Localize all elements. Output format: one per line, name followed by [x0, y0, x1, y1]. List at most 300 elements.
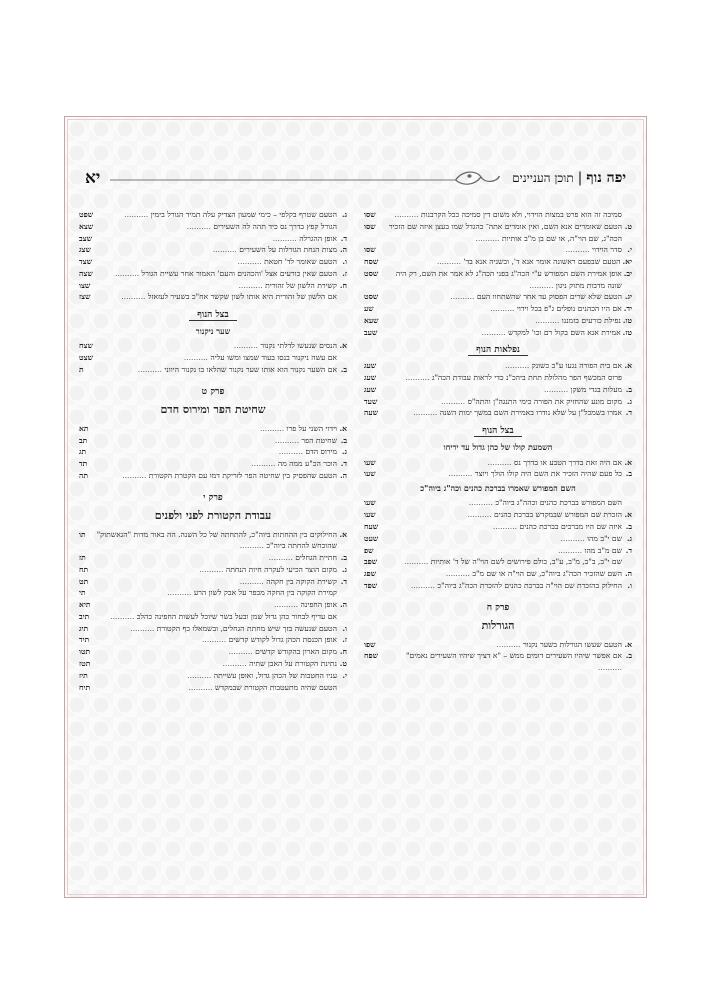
dot-leader: .......... — [114, 268, 142, 278]
entry-page: שצג — [79, 245, 91, 255]
entry-page: ת — [79, 364, 84, 374]
entry-page: שסט — [364, 292, 379, 302]
chapter-num-heading — [79, 492, 347, 506]
entry-label: ג. — [626, 396, 632, 406]
entry-title: אמירת אנא השם בקול רם וכו' למקדש — [508, 327, 621, 337]
dot-leader: .......... — [468, 498, 496, 508]
entry-label: טז. — [622, 327, 632, 337]
entry-label: ד. — [340, 233, 347, 243]
entry-label: יא. — [622, 257, 632, 267]
entry-label: ד. — [625, 408, 632, 418]
entry-text — [380, 457, 622, 469]
entry-title: סמיכה זה הוא פרט במצות הוידוי, ולא משום דין סמיכה ככל הקרבנות — [420, 210, 622, 219]
entry-title: הטעם שעשו הגורלות בשער נקנור — [522, 639, 622, 649]
toc-entry — [79, 268, 347, 280]
toc-entry — [79, 658, 347, 670]
dot-leader: .......... — [199, 564, 226, 574]
dot-leader: .......... — [597, 663, 622, 673]
toc-entry — [79, 623, 347, 635]
dot-leader: .......... — [202, 635, 229, 645]
entry-page: תיח — [79, 682, 91, 692]
entry-label: ב. — [340, 435, 347, 445]
entry-label: ב. — [625, 651, 632, 661]
entry-page: תיא — [79, 600, 91, 610]
entry-page: שעו — [364, 510, 376, 520]
chapter-num-heading — [364, 602, 632, 616]
entry-text — [97, 352, 337, 364]
entry-page: שפח — [364, 651, 379, 661]
toc-entry — [364, 545, 632, 557]
entry-title: הטעם שהפסיק בין שחיטה הפר לזריקת דמו עם הקטרת הקטורת — [148, 470, 337, 480]
entry-label: א. — [339, 529, 347, 539]
toc-entry — [79, 564, 347, 576]
entry-page: שסו — [364, 245, 376, 255]
entry-title: הוכר הכ"ע ממה מה — [277, 459, 337, 469]
entry-label: ג. — [341, 564, 347, 574]
dot-leader: .......... — [188, 682, 216, 692]
dot-leader: .......... — [535, 315, 562, 325]
entry-text — [94, 646, 337, 658]
dot-leader: .......... — [394, 210, 421, 219]
entry-title: אופן אמירת השם המפורש ע"י הכה"ג בפני הכה"ג לא אמר את השם, רק היה שונה מדבות מתוק ניגון — [395, 268, 622, 290]
toc-entry — [79, 209, 347, 221]
entry-page: שעט — [364, 533, 379, 543]
dot-leader: .......... — [137, 364, 165, 374]
entry-title: הטעם שבפעם ראשונה אומר אנא ד', ובשניה אנא בד' — [463, 257, 621, 267]
heading-text: פרק ח — [486, 602, 510, 613]
entry-label: ד. — [625, 545, 632, 555]
toc-entry — [364, 315, 632, 327]
entry-text — [381, 327, 620, 339]
entry-title: הטעם שנעשה בזך שיש מחתת הגחלים, ובשמאלו כף הקטורת — [156, 623, 337, 633]
entry-text — [380, 209, 622, 221]
entry-text — [97, 209, 337, 221]
toc-entry — [364, 291, 632, 303]
heading-text: בצל הנוף — [474, 426, 521, 437]
toc-entry — [364, 327, 632, 339]
entry-title: נתינת הקטורת על האבן שתיה — [249, 658, 337, 668]
entry-page: תיז — [79, 670, 88, 680]
entry-title: השם המפורש בברכת כהנים וכהה"ג ביוה"כ — [495, 498, 622, 508]
dot-leader: .......... — [505, 361, 532, 371]
dot-leader: .......... — [239, 576, 267, 586]
entry-page: תי — [79, 588, 86, 598]
page-number: יא — [85, 168, 101, 188]
entry-title: אם בית הפורה נגעו ע"כ כשונק — [531, 361, 622, 371]
dot-leader: .......... — [251, 459, 278, 469]
entry-text — [90, 446, 337, 458]
dot-leader: .......... — [272, 233, 300, 243]
entry-title: הטעם שהיה מתעטבות הקטורת שבמקדש — [215, 682, 337, 692]
entry-title: אם אפשר שיהיו השעירים דומים ממש – "א דציך שיהיו השעירים נאמים" — [406, 651, 622, 661]
entry-page: שסו — [364, 221, 376, 231]
entry-title: הנסים שנעשו לדלתי נקנור — [260, 341, 337, 351]
entry-title: הזכרת שם המפורש שבמקדש בברכת כהנים — [494, 510, 622, 520]
entry-title: הטעם שאין כורעים אצל 'והכהנים והעם' האמור אחר עשיית הגורל — [141, 268, 337, 278]
entry-label: יד. — [623, 304, 632, 314]
dot-leader: .......... — [273, 600, 301, 610]
dot-leader: .......... — [560, 533, 588, 543]
entry-page: תב — [79, 435, 88, 445]
entry-title: קשירת הלשון של זהורית — [265, 280, 337, 290]
entry-title: שם י"ב מהו — [587, 533, 622, 543]
entry-page: שעא — [364, 315, 379, 325]
entry-title: וידוי השני על פרו — [286, 423, 337, 433]
entry-text — [90, 552, 337, 564]
entry-text — [95, 244, 337, 256]
toc-entry — [79, 435, 347, 447]
entry-page: שעח — [364, 521, 379, 531]
chapter-num-heading — [79, 386, 347, 400]
entry-title: קשירת הקוקה בין חקהה — [266, 576, 337, 586]
entry-text — [95, 599, 338, 611]
entry-title: חתיית הגחלים — [295, 553, 337, 563]
entry-text — [90, 529, 337, 553]
entry-title: מקום הוצר הכיעי לעקרה חיות הנחתה — [225, 564, 337, 574]
toc-entry — [79, 256, 347, 268]
entry-label: ג. — [626, 533, 632, 543]
entry-text — [382, 650, 622, 674]
entry-page: תיד — [79, 635, 90, 645]
entry-label: ג. — [341, 447, 347, 457]
toc-entry — [79, 682, 347, 694]
toc-entry — [79, 552, 347, 564]
toc-entry — [79, 340, 347, 352]
heading-text: נפלאות הנוף — [468, 345, 528, 356]
entry-text — [380, 568, 622, 580]
entry-title: פרוס המכשף הפר מהלולת תחת ביהכ"נ כדי לראות עבודת הכה"ג — [431, 373, 622, 383]
entry-text — [96, 233, 337, 245]
toc-entry — [364, 221, 632, 245]
entry-text — [92, 576, 337, 588]
chapter-small-heading — [364, 425, 632, 439]
entry-page: שעג — [364, 384, 377, 394]
entry-text — [97, 340, 337, 352]
entry-title: קמירת הקוקה בין החקה מכפר על אבק לשון הרע — [193, 588, 337, 598]
toc-entry — [364, 384, 632, 396]
entry-page: תו — [79, 529, 86, 539]
dot-leader: .......... — [475, 233, 502, 243]
dot-leader: .......... — [228, 647, 256, 657]
toc-entry — [79, 423, 347, 435]
page-header — [85, 165, 626, 191]
entry-text — [382, 291, 622, 303]
toc-entry — [364, 497, 632, 509]
document-page — [64, 116, 647, 898]
entry-text — [382, 268, 621, 292]
entry-label: י. — [342, 670, 347, 680]
dot-leader: .......... — [124, 210, 151, 219]
toc-entry — [79, 587, 347, 599]
entry-text — [380, 468, 622, 480]
entry-text — [91, 435, 337, 447]
entry-text — [96, 256, 337, 268]
entry-text — [380, 360, 622, 372]
toc-entry — [364, 509, 632, 521]
toc-entry — [79, 576, 347, 588]
toc-entry — [79, 458, 347, 470]
dot-leader: .......... — [405, 373, 432, 383]
toc-entry — [79, 646, 347, 658]
entry-page: שפג — [364, 569, 377, 579]
heading-text: עבודת הקטורת לפני ולפנים — [154, 508, 272, 522]
entry-text — [380, 384, 622, 396]
dot-leader: .......... — [130, 623, 157, 633]
dot-leader: .......... — [436, 257, 464, 267]
toc-entry — [79, 364, 347, 376]
entry-label: ב. — [625, 384, 632, 394]
entry-text — [383, 315, 621, 327]
toc-entry — [364, 244, 632, 256]
entry-title: אם עדיף לבחור כהן גדול שמן ובעל בשר שיוכל לעשות החפינה כהלכ — [136, 611, 337, 621]
entry-label: טו. — [622, 315, 632, 325]
toc-entry — [364, 457, 632, 469]
entry-label: ו. — [342, 623, 347, 633]
dot-leader: .......... — [529, 280, 556, 290]
entry-title: שחיטת הפר — [301, 435, 337, 445]
dot-leader: .......... — [413, 408, 440, 418]
entry-text — [379, 639, 622, 651]
entry-text — [88, 364, 337, 376]
entry-label: א. — [339, 423, 347, 433]
toc-entry — [364, 568, 632, 580]
entry-text — [382, 521, 622, 533]
entry-text — [92, 623, 337, 635]
toc-columns — [79, 209, 632, 875]
header-separator: | — [577, 169, 583, 186]
entry-title: אופן הכנסת הכהן גדול לקודש קדשים — [228, 635, 337, 645]
entry-title: החילוקים בין ההחתות ביוה"כ, להתחתה של כל השנה. הה באור מדות "הגאשתוק" שהוכחש להחתה ביוה"כ — [96, 529, 337, 551]
entry-title: אם היה זאת בדרך הטבע או בדרך נס — [514, 457, 622, 467]
entry-label: ח. — [339, 647, 347, 657]
entry-page: תיג — [79, 623, 89, 633]
entry-page: שצט — [79, 353, 93, 363]
chapter-title-heading — [364, 617, 632, 634]
heading-text: שחיטת הפר ומירוס חדם — [160, 402, 266, 416]
dot-leader: .......... — [268, 553, 296, 563]
entry-page: שצז — [79, 292, 91, 302]
entry-text — [93, 423, 337, 435]
dot-leader: .......... — [239, 541, 267, 551]
toc-entry — [79, 634, 347, 646]
entry-title: אם השער נקנור הוא אותו שער נקנור שהלאו בו נקנור היווני — [164, 364, 337, 374]
toc-entry — [364, 360, 632, 372]
toc-entry — [364, 639, 632, 651]
toc-right-column — [364, 209, 632, 875]
entry-page: תד — [79, 459, 88, 469]
entry-text — [380, 244, 622, 256]
ornament-divider-icon — [110, 168, 502, 188]
entry-text — [381, 396, 622, 408]
entry-page: שצא — [79, 221, 94, 231]
book-title: יפה נוף — [586, 169, 626, 186]
chapter-title-heading — [79, 507, 347, 524]
toc-entry — [364, 268, 632, 292]
entry-label: ד. — [340, 576, 347, 586]
entry-page: שסו — [364, 210, 376, 219]
entry-page: תז — [79, 553, 86, 563]
entry-title: הטעם שטרף בקלפי – כימי שמעון הצדיק עלה תמיד הגורל בימין — [150, 210, 337, 219]
entry-page: תח — [79, 564, 89, 574]
toc-entry — [364, 556, 632, 568]
entry-label: ו. — [627, 580, 632, 590]
sub-heading — [364, 441, 632, 453]
dot-leader: .......... — [274, 435, 302, 445]
entry-text — [380, 372, 622, 384]
entry-text — [380, 221, 622, 245]
toc-entry — [79, 233, 347, 245]
toc-entry — [364, 209, 632, 221]
entry-label: יב. — [623, 268, 632, 278]
entry-title: נפילת כורעים בזמננו — [561, 315, 621, 325]
entry-title: סדר הוידוי — [591, 245, 622, 255]
dot-leader: .......... — [186, 221, 214, 231]
toc-entry — [364, 303, 632, 315]
entry-label: ד. — [340, 459, 347, 469]
toc-entry — [364, 372, 632, 384]
dot-leader: .......... — [222, 658, 250, 668]
entry-text — [94, 682, 337, 694]
entry-label: ב. — [625, 521, 632, 531]
entry-page: שפט — [79, 210, 94, 219]
entry-page: שעה — [364, 408, 379, 418]
entry-title: אם היו הכהנים נופלים ג"פ בכל וידוי — [516, 304, 622, 314]
entry-label: א. — [624, 361, 632, 371]
entry-text — [381, 556, 622, 568]
dot-leader: .......... — [183, 353, 211, 363]
toc-entry — [79, 221, 347, 233]
entry-text — [92, 670, 337, 682]
entry-title: הטעם שאומר לד' חטאת — [264, 257, 337, 267]
entry-label: ה. — [624, 569, 632, 579]
heading-text: השם המפורש שאמרו בברכת כהנים וכה"ג ביוה"כ — [420, 483, 576, 494]
dot-leader: .......... — [233, 341, 261, 351]
toc-left-column — [79, 209, 347, 875]
entry-label: ב. — [340, 364, 347, 374]
heading-text: פרק י — [203, 492, 223, 503]
entry-text — [382, 533, 622, 545]
entry-label: א. — [339, 341, 347, 351]
entry-text — [382, 407, 622, 419]
entry-label: א. — [624, 510, 632, 520]
toc-entry — [364, 533, 632, 545]
entry-page: שעו — [364, 469, 376, 479]
entry-title: השם שהזכיר הכה"ג ביוה"כ, שם הוי"ה או שם מ"ב — [472, 569, 622, 579]
dot-leader: .......... — [110, 611, 137, 621]
entry-page: שצח — [79, 341, 93, 351]
heading-text: שער ניקנור — [195, 326, 231, 337]
entry-label: א. — [624, 639, 632, 649]
entry-label: יג. — [624, 292, 632, 302]
entry-text — [380, 509, 622, 521]
entry-page: שצה — [79, 268, 93, 278]
entry-page: שצד — [79, 257, 93, 267]
entry-title: אופן ההגרלה — [299, 233, 337, 243]
entry-title: מעלות בגדי משקן — [570, 384, 622, 394]
toc-entry — [79, 280, 347, 292]
entry-text — [378, 545, 622, 557]
entry-text — [380, 497, 622, 509]
entry-title: שם מ"ב מהו — [584, 545, 622, 555]
entry-page: שעב — [364, 327, 378, 337]
entry-title: עניו החטבות של הכהן גדול, ואופן עשייתה — [213, 670, 337, 680]
entry-text — [92, 564, 337, 576]
section-title: תוכן העניינים — [512, 170, 574, 185]
chapter-small-heading — [364, 344, 632, 358]
entry-label: ח. — [339, 280, 347, 290]
entry-title: מצות הנחת הגורלות על השעירים — [239, 245, 337, 255]
dot-leader: .......... — [565, 245, 592, 255]
entry-page: תא — [79, 423, 89, 433]
dot-leader: .......... — [167, 588, 194, 598]
entry-label: ט. — [339, 658, 347, 668]
entry-label: ב. — [625, 469, 632, 479]
sub-heading — [79, 325, 347, 337]
entry-title: איזה שם היו מברכים בברכת כהנים — [519, 521, 622, 531]
heading-text: הגורלות — [481, 618, 515, 632]
entry-title: אם עשה ניקנור בנסו בעוד שמצו ומשו עליה — [210, 353, 337, 363]
toc-entry — [364, 521, 632, 533]
entry-text — [378, 303, 622, 315]
toc-entry — [79, 470, 347, 482]
entry-label: ו. — [342, 257, 347, 267]
toc-entry — [364, 407, 632, 419]
entry-page: שצב — [79, 233, 93, 243]
entry-page: שעג — [364, 361, 377, 371]
entry-page: שפ — [364, 545, 374, 555]
entry-label: ג. — [341, 210, 347, 219]
entry-page: שעו — [364, 498, 376, 508]
entry-text — [93, 634, 337, 646]
entry-title: הטעם שלא שרים הפסוק עד אחר שהשתחוו העם — [476, 292, 622, 302]
entry-text — [381, 580, 622, 592]
entry-text — [97, 221, 337, 233]
dot-leader: .......... — [259, 423, 287, 433]
dot-leader: .......... — [122, 470, 149, 480]
entry-label: ה. — [339, 245, 347, 255]
entry-text — [94, 291, 337, 303]
toc-entry — [79, 611, 347, 623]
entry-label: א. — [624, 457, 632, 467]
entry-title: החילוק בהזכרת שם הוי"ה בברכת כהנים להזכרת הכה"ג ביוה"כ — [437, 580, 622, 590]
toc-entry — [364, 396, 632, 408]
heading-text: השמעת קולו של כהן גדול עד יריחו — [443, 442, 553, 453]
entry-page: תה — [79, 470, 88, 480]
toc-entry — [79, 529, 347, 553]
entry-title: מירוס הדם — [305, 447, 337, 457]
sub-heading — [364, 482, 632, 494]
dot-leader: .......... — [278, 447, 306, 457]
dot-leader: .......... — [212, 245, 240, 255]
dot-leader: .......... — [490, 304, 517, 314]
entry-title: הטעם שאומרים אנא השם, ואין אומרים אתה־ כהגדל שמו בעצן איזה שם הזכיר הכה"ג, שם הוי"ה, או שם בן מ"ב אותיות — [388, 221, 622, 243]
dot-leader: .......... — [448, 469, 475, 479]
dot-leader: .......... — [496, 639, 523, 649]
entry-page: שעו — [364, 457, 376, 467]
entry-page: שפו — [364, 639, 376, 649]
toc-entry — [79, 291, 347, 303]
toc-entry — [364, 256, 632, 268]
dot-leader: .......... — [481, 327, 509, 337]
entry-label: ב. — [340, 553, 347, 563]
entry-page: תג — [79, 447, 87, 457]
dot-leader: .......... — [487, 457, 515, 467]
toc-entry — [79, 446, 347, 458]
entry-title: מקום הארון בהקודש קדשים — [255, 647, 337, 657]
entry-page: שעד — [364, 396, 378, 406]
dot-leader: .......... — [404, 557, 431, 567]
entry-label: י. — [627, 245, 632, 255]
